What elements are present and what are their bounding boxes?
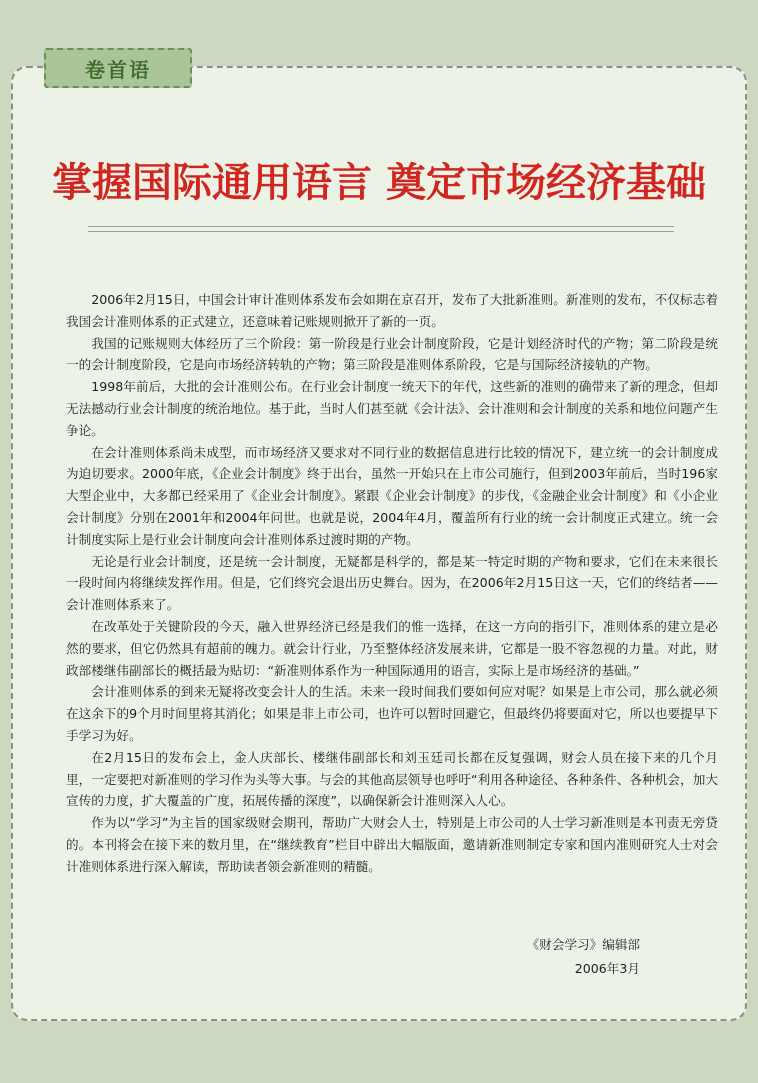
article-body [66, 289, 718, 878]
section-tab: 卷首语 [44, 48, 192, 88]
paragraph: 在2月15日的发布会上，金人庆部长、楼继伟副部长和刘玉廷司长都在反复强调，财会人员在接下来的几个月里，一定要把对新准则的学习作为头等大事。与会的其他高层领导也呼吁“利用各种途径、各种条件、各种机会，加大宣传的力度，扩大覆盖的广度，拓展传播的深度”，以确保新会计准则深入人心。 [66, 749, 718, 809]
paragraph: 1998年前后，大批的会计准则公布。在行业会计制度一统天下的年代，这些新的准则的确带来了新的理念，但却无法撼动行业会计制度的统治地位。基于此，当时人们甚至就《会计法》、会计准则和会计制度的关系和地位问题产生争论。 [66, 379, 718, 438]
headline-rule-top [88, 226, 674, 227]
paragraph: 2006年2月15日，中国会计审计准则体系发布会如期在京召开，发布了大批新准则。新准则的发布，不仅标志着我国会计准则体系的正式建立，还意味着记账规则掀开了新的一页。 [66, 292, 718, 329]
headline: 掌握国际通用语言 奠定市场经济基础 [52, 160, 706, 206]
headline-rule-bottom [88, 231, 674, 232]
paragraph: 无论是行业会计制度，还是统一会计制度，无疑都是科学的，都是某一特定时期的产物和要求，它们在未来很长一段时间内将继续发挥作用。但是，它们终究会退出历史舞台。因为，在2006年2月15日这一天，它们的终结者——会计准则体系来了。 [66, 553, 718, 613]
paragraph: 在改革处于关键阶段的今天，融入世界经济已经是我们的惟一选择，在这一方向的指引下，准则体系的建立是必然的要求，但它仍然具有超前的魄力。就会计行业，乃至整体经济发展来讲，它都是一股不容忽视的力量。对此，财政部楼继伟副部长的概括最为贴切：“新准则体系作为一种国际通用的语言，实际上是市场经济的基础。” [66, 618, 718, 678]
paragraph: 会计准则体系的到来无疑将改变会计人的生活。未来一段时间我们要如何应对呢？如果是上市公司，那么就必须在这余下的9个月时间里将其消化；如果是非上市公司，也许可以暂时回避它，但最终仍将要面对它，所以也要提早下手学习为好。 [66, 684, 718, 743]
paragraph: 我国的记账规则大体经历了三个阶段：第一阶段是行业会计制度阶段，它是计划经济时代的产物；第二阶段是统一的会计制度阶段，它是向市场经济转轨的产物；第三阶段是准则体系阶段，它是与国际经济接轨的产物。 [66, 335, 718, 373]
signature-date: 2006年3月 [574, 961, 640, 976]
paragraph: 作为以“学习”为主旨的国家级财会期刊，帮助广大财会人士，特别是上市公司的人士学习新准则是本刊责无旁贷的。本刊将会在接下来的数月里，在“继续教育”栏目中辟出大幅版面，邀请新准则制定专家和国内准则研究人士对会计准则体系进行深入解读，帮助读者领会新准则的精髓。 [66, 815, 718, 874]
paragraph: 在会计准则体系尚未成型，而市场经济又要求对不同行业的数据信息进行比较的情况下，建立统一的会计制度成为迫切要求。2000年底，《企业会计制度》终于出台，虽然一开始只在上市公司施行，但到2003年前后，当时196家大型企业中，大多都已经采用了《企业会计制度》。紧跟《企业会计制度》的步伐，《金融企业会计制度》和《小企业会计制度》分别在2001年和2004年问世。也就是说，2004年4月，覆盖所有行业的统一会计制度正式建立。统一会计制度实际上是行业会计制度向会计准则体系过渡时期的产物。 [66, 444, 718, 547]
signature-org: 《财会学习》编辑部 [526, 937, 640, 952]
